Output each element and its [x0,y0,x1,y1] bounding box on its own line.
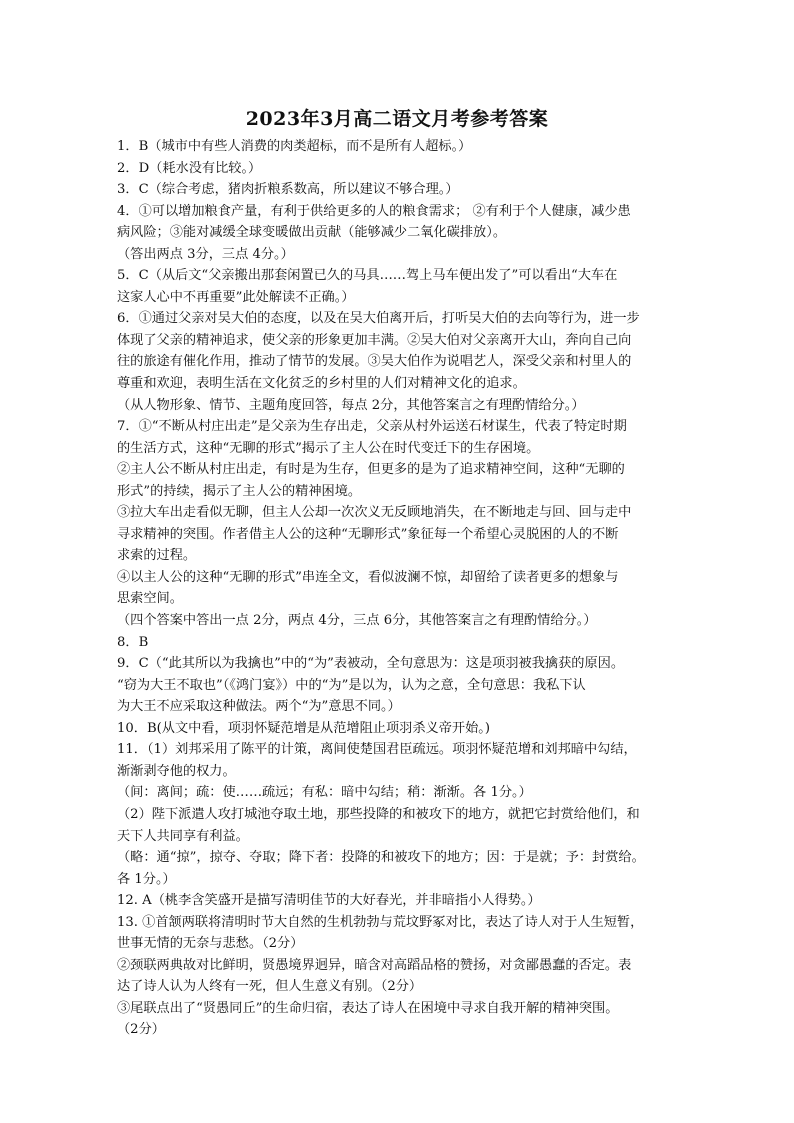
text-line: （2分） [117,1022,165,1038]
text-line: （答出两点 3分，三点 4分。） [117,246,294,262]
text-line: ②颈联两典故对比鲜明，贤愚境界迥异，暗含对高蹈品格的赞扬，对贪鄙愚蠢的否定。表 [117,957,632,973]
text-line: 寻求精神的突围。作者借主人公的这种“无聊形式”象征每一个希望心灵脱困的人的不断 [117,526,619,542]
text-line: 4．①可以增加粮食产量，有利于供给更多的人的粮食需求； ②有利于个人健康，减少患 [117,203,631,219]
text-line: （从人物形象、情节、主题角度回答，每点 2分，其他答案言之有理酌情给分。） [117,397,585,413]
text-line: 为大王不应采取这种做法。两个“为”意思不同。） [117,699,401,715]
text-line: “窃为大王不取也”（《鸿门宴》）中的“为”是以为，认为之意，全句意思：我私下认 [117,677,586,693]
page-title: 2023年3月高二语文月考参考答案 [245,108,549,130]
text-line: 的生活方式，这种“无聊的形式”揭示了主人公在时代变迁下的生存困境。 [117,440,540,456]
text-line: 求索的过程。 [117,548,197,564]
text-line: （2）陛下派遣人攻打城池夺取土地，那些投降的和被攻下的地方，就把它封赏给他们，和 [117,806,640,822]
text-line: 1．B（城市中有些人消费的肉类超标，而不是所有人超标。） [117,139,472,154]
text-line: 各 1分。） [117,871,176,887]
text-line: 思索空间。 [117,591,183,607]
text-line: 天下人共同享有利益。 [117,828,249,844]
text-line: 病风险；③能对减缓全球变暖做出贡献（能够减少二氧化碳排放）。 [117,225,507,241]
text-line: 体现了父亲的精神追求，使父亲的形象更加丰满。②吴大伯对父亲离开大山，奔向自己向 [117,332,632,348]
text-line: 6．①通过父亲对吴大伯的态度，以及在吴大伯离开后，打听吴大伯的去向等行为，进一步 [117,311,640,327]
text-line: 8．B [117,634,149,650]
text-line: ③拉大车出走看似无聊，但主人公却一次次义无反顾地消失，在不断地走与回、回与走中 [117,505,632,521]
text-line: 2．D（耗水没有比较。） [117,160,262,176]
text-line: 7．①“不断从村庄出走”是父亲为生存出走，父亲从村外运送石材谋生，代表了特定时期 [117,419,627,435]
answer-body [117,136,707,1041]
text-line: 11．（1）刘邦采用了陈平的计策，离间使楚国君臣疏远。项羽怀疑范增和刘邦暗中勾结， [117,742,637,758]
text-line: 渐渐剥夺他的权力。 [117,763,236,779]
text-line: 达了诗人认为人终有一死，但人生意义有别。（2分） [117,979,423,995]
text-line: 3．C（综合考虑，猪肉折粮系数高，所以建议不够合理。） [117,182,459,198]
text-line: 5．C（从后文“父亲搬出那套闲置已久的马具……驾上马车便出发了”可以看出“大车在 [117,268,618,284]
text-line: （间：离间；疏：使……疏远；有私：暗中勾结；稍：渐渐。各 1分。） [117,785,532,801]
text-line: 12. A（桃李含笑盛开是描写清明佳节的大好春光，并非暗指小人得势。） [117,893,541,909]
text-line: 形式”的持续，揭示了主人公的精神困境。 [117,483,362,499]
text-line: ④以主人公的这种“无聊的形式”串连全文，看似波澜不惊，却留给了读者更多的想象与 [117,569,619,585]
text-line: 尊重和欢迎，表明生活在文化贫乏的乡村里的人们对精神文化的追求。 [117,376,526,392]
text-line: （略：通“掠”，掠夺、夺取；降下者：投降的和被攻下的地方；因：于是就；予：封赏给。 [117,850,645,866]
text-line: 世事无情的无奈与悲愁。（2分） [117,936,304,952]
text-line: （四个答案中答出一点 2分，两点 4分，三点 6分，其他答案言之有理酌情给分。） [117,613,597,629]
text-line: 9．C（“此其所以为我擒也”中的“为”表被动，全句意思为：这是项羽被我擒获的原因。 [117,656,625,672]
text-line: ②主人公不断从村庄出走，有时是为生存，但更多的是为了追求精神空间，这种“无聊的 [117,462,625,478]
text-line: 往的旅途有催化作用，推动了情节的发展。③吴大伯作为说唱艺人，深受父亲和村里人的 [117,354,632,370]
text-line: 13. ①首颔两联将清明时节大自然的生机勃勃与荒坟野冢对比，表达了诗人对于人生短暂， [117,914,644,930]
text-line: ③尾联点出了“贤愚同丘”的生命归宿，表达了诗人在困境中寻求自我开解的精神突围。 [117,1000,619,1016]
text-line: 这家人心中不再重要”此处解读不正确。） [117,289,355,305]
text-line: 10．B(从文中看，项羽怀疑范增是从范增阻止项羽杀义帝开始。) [117,720,491,736]
